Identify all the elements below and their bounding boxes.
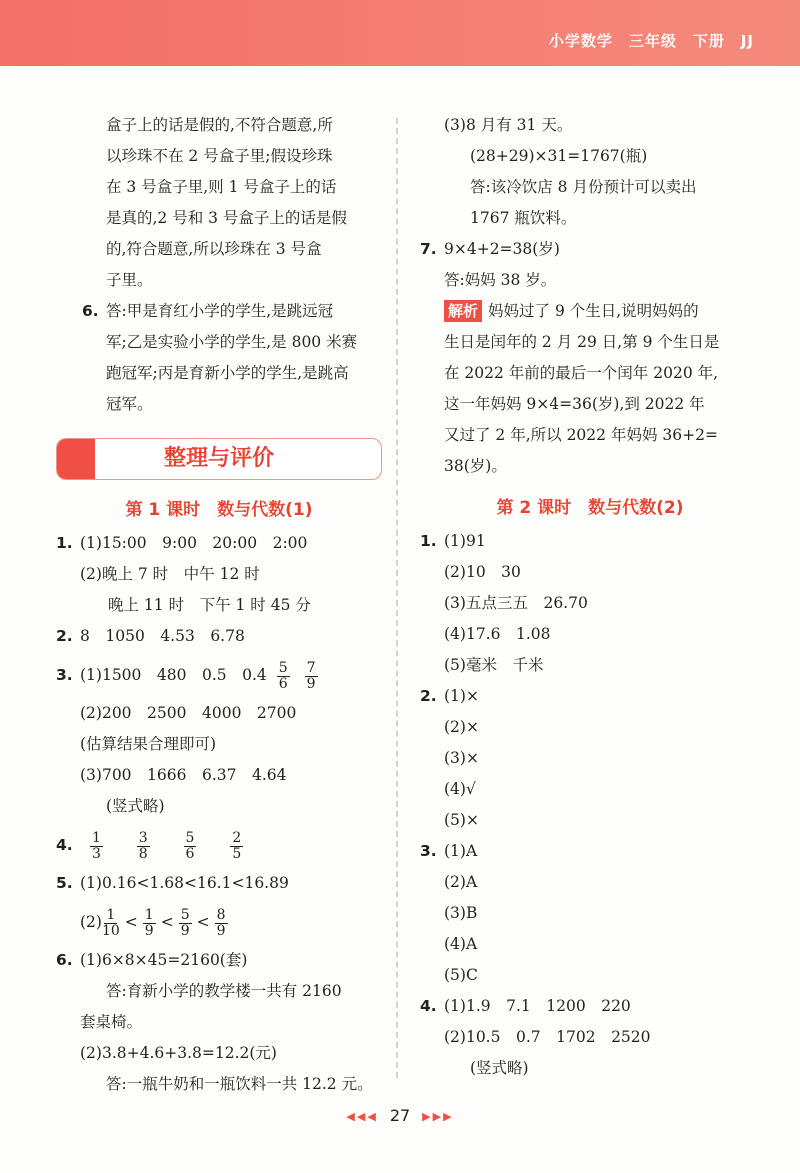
fraction bbox=[102, 908, 120, 939]
answer-text: (1)1.9 7.1 1200 220 bbox=[444, 997, 631, 1015]
answer-text: (1)15:00 9:00 20:00 2:00 bbox=[80, 534, 308, 552]
fraction bbox=[230, 831, 243, 862]
problem-2 bbox=[56, 621, 382, 652]
answer-text: (1)× bbox=[444, 687, 479, 705]
answer-text: 答:妈妈 38 岁。 bbox=[444, 271, 557, 289]
numerator: 2 bbox=[232, 829, 242, 846]
answer-text: (2)× bbox=[444, 718, 479, 736]
fraction bbox=[137, 831, 150, 862]
numerator: 3 bbox=[138, 829, 148, 846]
numerator: 1 bbox=[144, 906, 154, 923]
right-column bbox=[420, 110, 760, 1084]
answer-text: (2)200 2500 4000 2700 bbox=[80, 704, 297, 722]
question-number: 6. bbox=[56, 951, 73, 969]
less-than-sign: < bbox=[124, 913, 138, 931]
denominator: 9 bbox=[306, 675, 316, 692]
lesson-title: 第 1 课时 数与代数(1) bbox=[125, 500, 313, 520]
numerator: 5 bbox=[180, 906, 190, 923]
answer-text: (2)晚上 7 时 中午 12 时 bbox=[80, 565, 260, 583]
answer-text: (4)√ bbox=[444, 780, 476, 798]
text-line: 的,符合题意,所以珍珠在 3 号盒 bbox=[106, 240, 322, 258]
answer-text: 答:育新小学的教学楼一共有 2160 bbox=[106, 982, 342, 1000]
text-line: 军;乙是实验小学的学生,是 800 米赛 bbox=[106, 333, 358, 351]
fraction bbox=[179, 908, 192, 939]
column-divider bbox=[396, 118, 398, 1078]
question-number: 1. bbox=[420, 532, 437, 550]
text-line: 冠军。 bbox=[106, 395, 153, 413]
problem-3 bbox=[420, 836, 760, 867]
question-number: 1. bbox=[56, 534, 73, 552]
page-header bbox=[0, 0, 800, 66]
question-number: 2. bbox=[56, 627, 73, 645]
numerator: 1 bbox=[106, 906, 116, 923]
answer-text: (2)10.5 0.7 1702 2520 bbox=[444, 1028, 651, 1046]
denominator: 9 bbox=[144, 922, 154, 939]
question-number: 2. bbox=[420, 687, 437, 705]
answer-text: (竖式略) bbox=[106, 797, 165, 815]
analysis-text: 生日是闰年的 2 月 29 日,第 9 个生日是 bbox=[444, 333, 720, 351]
fraction bbox=[143, 908, 156, 939]
answer-text: (1)0.16<1.68<16.1<16.89 bbox=[80, 874, 289, 892]
question-number: 5. bbox=[56, 874, 73, 892]
answer-text: (4)17.6 1.08 bbox=[444, 625, 551, 643]
answer-text: (估算结果合理即可) bbox=[80, 735, 217, 753]
answer-text: 套桌椅。 bbox=[80, 1013, 143, 1031]
problem-3 bbox=[56, 652, 382, 698]
numerator: 1 bbox=[91, 829, 101, 846]
question-number: 4. bbox=[420, 997, 437, 1015]
question-7 bbox=[420, 234, 760, 265]
page-footer bbox=[0, 1106, 800, 1125]
answer-text: (3)8 月有 31 天。 bbox=[444, 116, 573, 134]
question-number: 7. bbox=[420, 240, 437, 258]
analysis-text: 妈妈过了 9 个生日,说明妈妈的 bbox=[488, 302, 699, 320]
answer-text: (1)6×8×45=2160(套) bbox=[80, 951, 248, 969]
fraction bbox=[90, 831, 103, 862]
question-6 bbox=[56, 296, 382, 327]
answer-text: (1)A bbox=[444, 842, 478, 860]
answer-text: (1)91 bbox=[444, 532, 486, 550]
answer-text: (2)10 30 bbox=[444, 563, 521, 581]
text-line: 是真的,2 号和 3 号盒子上的话是假 bbox=[106, 209, 347, 227]
analysis-text: 在 2022 年前的最后一个闰年 2020 年, bbox=[444, 364, 719, 382]
question-number: 6. bbox=[82, 302, 99, 320]
answer-text: 8 1050 4.53 6.78 bbox=[80, 627, 245, 645]
less-than-sign: < bbox=[160, 913, 174, 931]
answer-text: 9×4+2=38(岁) bbox=[444, 240, 560, 258]
denominator: 3 bbox=[91, 845, 101, 862]
problem-2 bbox=[420, 681, 760, 712]
answer-text: (3)700 1666 6.37 4.64 bbox=[80, 766, 287, 784]
fraction bbox=[277, 661, 290, 692]
right-arrows-icon: ▶▶▶ bbox=[422, 1110, 454, 1123]
problem-5 bbox=[56, 868, 382, 899]
text-line: 以珍珠不在 2 号盒子里;假设珍珠 bbox=[106, 147, 333, 165]
problem-1 bbox=[56, 528, 382, 559]
fraction bbox=[184, 831, 197, 862]
header-title: 小学数学 三年级 下册 JJ bbox=[548, 32, 754, 50]
text-line: 盒子上的话是假的,不符合题意,所 bbox=[106, 116, 333, 134]
text-line: 在 3 号盒子里,则 1 号盒子上的话 bbox=[106, 178, 337, 196]
answer-label: (2) bbox=[80, 913, 102, 931]
analysis-text: 又过了 2 年,所以 2022 年妈妈 36+2= bbox=[444, 426, 718, 444]
left-column bbox=[56, 110, 382, 1100]
fraction bbox=[305, 661, 318, 692]
text-line: 答:甲是育红小学的学生,是跳远冠 bbox=[106, 302, 334, 320]
answer-text: (5)C bbox=[444, 966, 478, 984]
answer-text: (3)五点三五 26.70 bbox=[444, 594, 588, 612]
answer-text: (3)× bbox=[444, 749, 479, 767]
problem-4 bbox=[420, 991, 760, 1022]
numerator: 8 bbox=[216, 906, 226, 923]
denominator: 10 bbox=[101, 922, 120, 939]
denominator: 9 bbox=[216, 922, 226, 939]
answer-text: (5)毫米 千米 bbox=[444, 656, 544, 674]
denominator: 6 bbox=[185, 845, 195, 862]
denominator: 8 bbox=[138, 845, 148, 862]
answer-text: 答:该冷饮店 8 月份预计可以卖出 bbox=[470, 178, 697, 196]
numerator: 7 bbox=[306, 659, 316, 676]
fraction-comparison bbox=[56, 899, 382, 945]
left-arrows-icon: ◀◀◀ bbox=[346, 1110, 378, 1123]
fraction bbox=[215, 908, 228, 939]
lesson-title: 第 2 课时 数与代数(2) bbox=[496, 498, 684, 518]
analysis-text: 这一年妈妈 9×4=36(岁),到 2022 年 bbox=[444, 395, 705, 413]
problem-4 bbox=[56, 822, 382, 868]
numerator: 5 bbox=[278, 659, 288, 676]
answer-text: (1)1500 480 0.5 0.4 bbox=[80, 666, 267, 684]
analysis-text: 38(岁)。 bbox=[444, 457, 507, 475]
answer-text: (4)A bbox=[444, 935, 478, 953]
answer-text: 1767 瓶饮料。 bbox=[470, 209, 577, 227]
numerator: 5 bbox=[185, 829, 195, 846]
analysis-line bbox=[420, 296, 760, 327]
answer-text: 答:一瓶牛奶和一瓶饮料一共 12.2 元。 bbox=[106, 1075, 373, 1093]
less-than-sign: < bbox=[196, 913, 210, 931]
answer-text: (2)A bbox=[444, 873, 478, 891]
question-number: 4. bbox=[56, 836, 73, 854]
section-banner bbox=[56, 438, 382, 480]
denominator: 5 bbox=[232, 845, 242, 862]
question-number: 3. bbox=[420, 842, 437, 860]
text-line: 子里。 bbox=[106, 271, 153, 289]
answer-text: (5)× bbox=[444, 811, 479, 829]
question-number: 3. bbox=[56, 666, 73, 684]
problem-6 bbox=[56, 945, 382, 976]
problem-1 bbox=[420, 526, 760, 557]
answer-text: (竖式略) bbox=[470, 1059, 529, 1077]
section-title: 整理与评价 bbox=[163, 446, 274, 471]
analysis-tag: 解析 bbox=[444, 300, 482, 322]
answer-text: 晚上 11 时 下午 1 时 45 分 bbox=[108, 596, 311, 614]
text-line: 跑冠军;丙是育新小学的学生,是跳高 bbox=[106, 364, 349, 382]
answer-text: (28+29)×31=1767(瓶) bbox=[470, 147, 648, 165]
page-number: 27 bbox=[389, 1106, 411, 1125]
denominator: 9 bbox=[180, 922, 190, 939]
answer-text: (3)B bbox=[444, 904, 478, 922]
answer-text: (2)3.8+4.6+3.8=12.2(元) bbox=[80, 1044, 277, 1062]
denominator: 6 bbox=[278, 675, 288, 692]
